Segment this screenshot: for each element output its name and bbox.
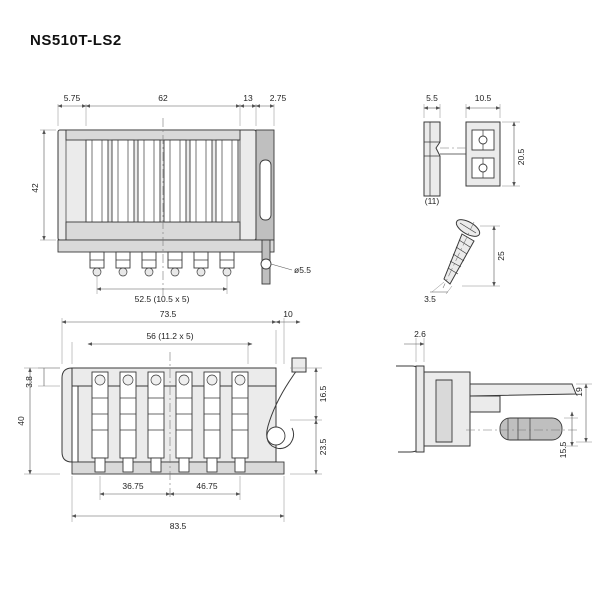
- dim-5-5: 5.5: [426, 93, 438, 103]
- dim-20-5: 20.5: [516, 148, 526, 166]
- dim-3-8: 3.8: [24, 376, 34, 388]
- dim-62: 62: [158, 93, 168, 103]
- dim-25: 25: [496, 251, 506, 261]
- screw-detail-geometry: [443, 216, 482, 288]
- dim-46-75: 46.75: [196, 481, 218, 491]
- dim-13: 13: [243, 93, 253, 103]
- dim-42: 42: [30, 183, 40, 193]
- dim-16-5: 16.5: [318, 385, 328, 403]
- page-title: NS510T-LS2: [30, 32, 122, 49]
- dim-36-75: 36.75: [122, 481, 144, 491]
- saddle-detail-geometry: [424, 122, 500, 196]
- dim-23-5: 23.5: [318, 438, 328, 456]
- dim-10: 10: [283, 309, 293, 319]
- arm-side-view-geometry: [396, 366, 580, 452]
- dim-83-5: 83.5: [169, 521, 187, 531]
- dim-73-5: 73.5: [159, 309, 177, 319]
- dim-52-5: 52.5 (10.5 x 5): [134, 294, 190, 304]
- dim-3-5: 3.5: [424, 294, 436, 304]
- dim-56: 56 (11.2 x 5): [146, 331, 194, 341]
- dim-2-6: 2.6: [414, 329, 426, 339]
- dim-5-75: 5.75: [63, 93, 81, 103]
- dim-11: (11): [424, 196, 440, 206]
- dim-15-5: 15.5: [558, 441, 568, 459]
- dim-40: 40: [16, 416, 26, 426]
- dim-19: 19: [574, 387, 584, 397]
- dim-10-5: 10.5: [474, 93, 492, 103]
- front-view-geometry: [62, 352, 306, 500]
- top-view-geometry: [58, 118, 274, 296]
- dim-2-75: 2.75: [269, 93, 287, 103]
- dim-dia-5-5: ø5.5: [294, 265, 312, 275]
